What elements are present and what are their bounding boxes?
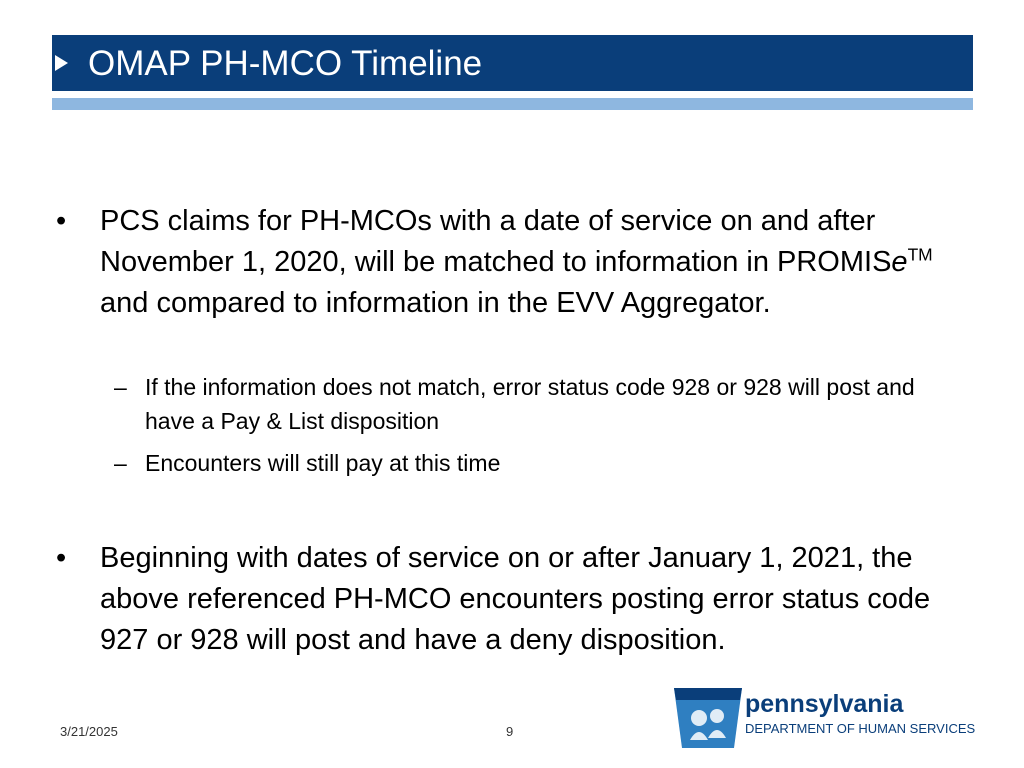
logo-wordmark: pennsylvania — [745, 690, 904, 718]
page-number: 9 — [506, 724, 514, 739]
bullet-1-trademark: TM — [907, 244, 933, 265]
bullet-2 — [56, 538, 970, 661]
bullet-1-text-start: PCS claims for PH-MCOs with a date of service on and after November 1, 2020, will be matched to information in PROMIS — [100, 205, 892, 278]
bullet-1 — [56, 201, 980, 324]
sub-bullet-2 — [114, 446, 965, 480]
bullet-2-text: Beginning with dates of service on or after January 1, 2021, the above referenced PH-MCO encounters posting error status code 927 or 928 will post and have a deny disposition. — [100, 542, 931, 656]
sub-bullet-2-text: Encounters will still pay at this time — [145, 450, 501, 476]
logo-department: DEPARTMENT OF HUMAN SERVICES — [745, 721, 976, 736]
bullet-dot-icon: • — [56, 542, 67, 574]
bullet-dot-icon: • — [56, 205, 67, 237]
sub-bullet-1 — [114, 370, 965, 438]
title-arrow-icon — [55, 55, 68, 71]
footer-date: 3/21/2025 — [60, 724, 118, 739]
bullet-1-text-end: and compared to information in the EVV Aggregator. — [100, 287, 771, 319]
sub-bullet-1-text: If the information does not match, error status code 928 or 928 will post and have a Pay & List disposition — [145, 374, 915, 434]
title-stripe — [52, 98, 973, 110]
bullet-1-italic-e: e — [891, 246, 908, 278]
dash-icon: – — [114, 450, 127, 476]
dash-icon: – — [114, 374, 127, 400]
slide-title: OMAP PH-MCO Timeline — [88, 44, 483, 83]
